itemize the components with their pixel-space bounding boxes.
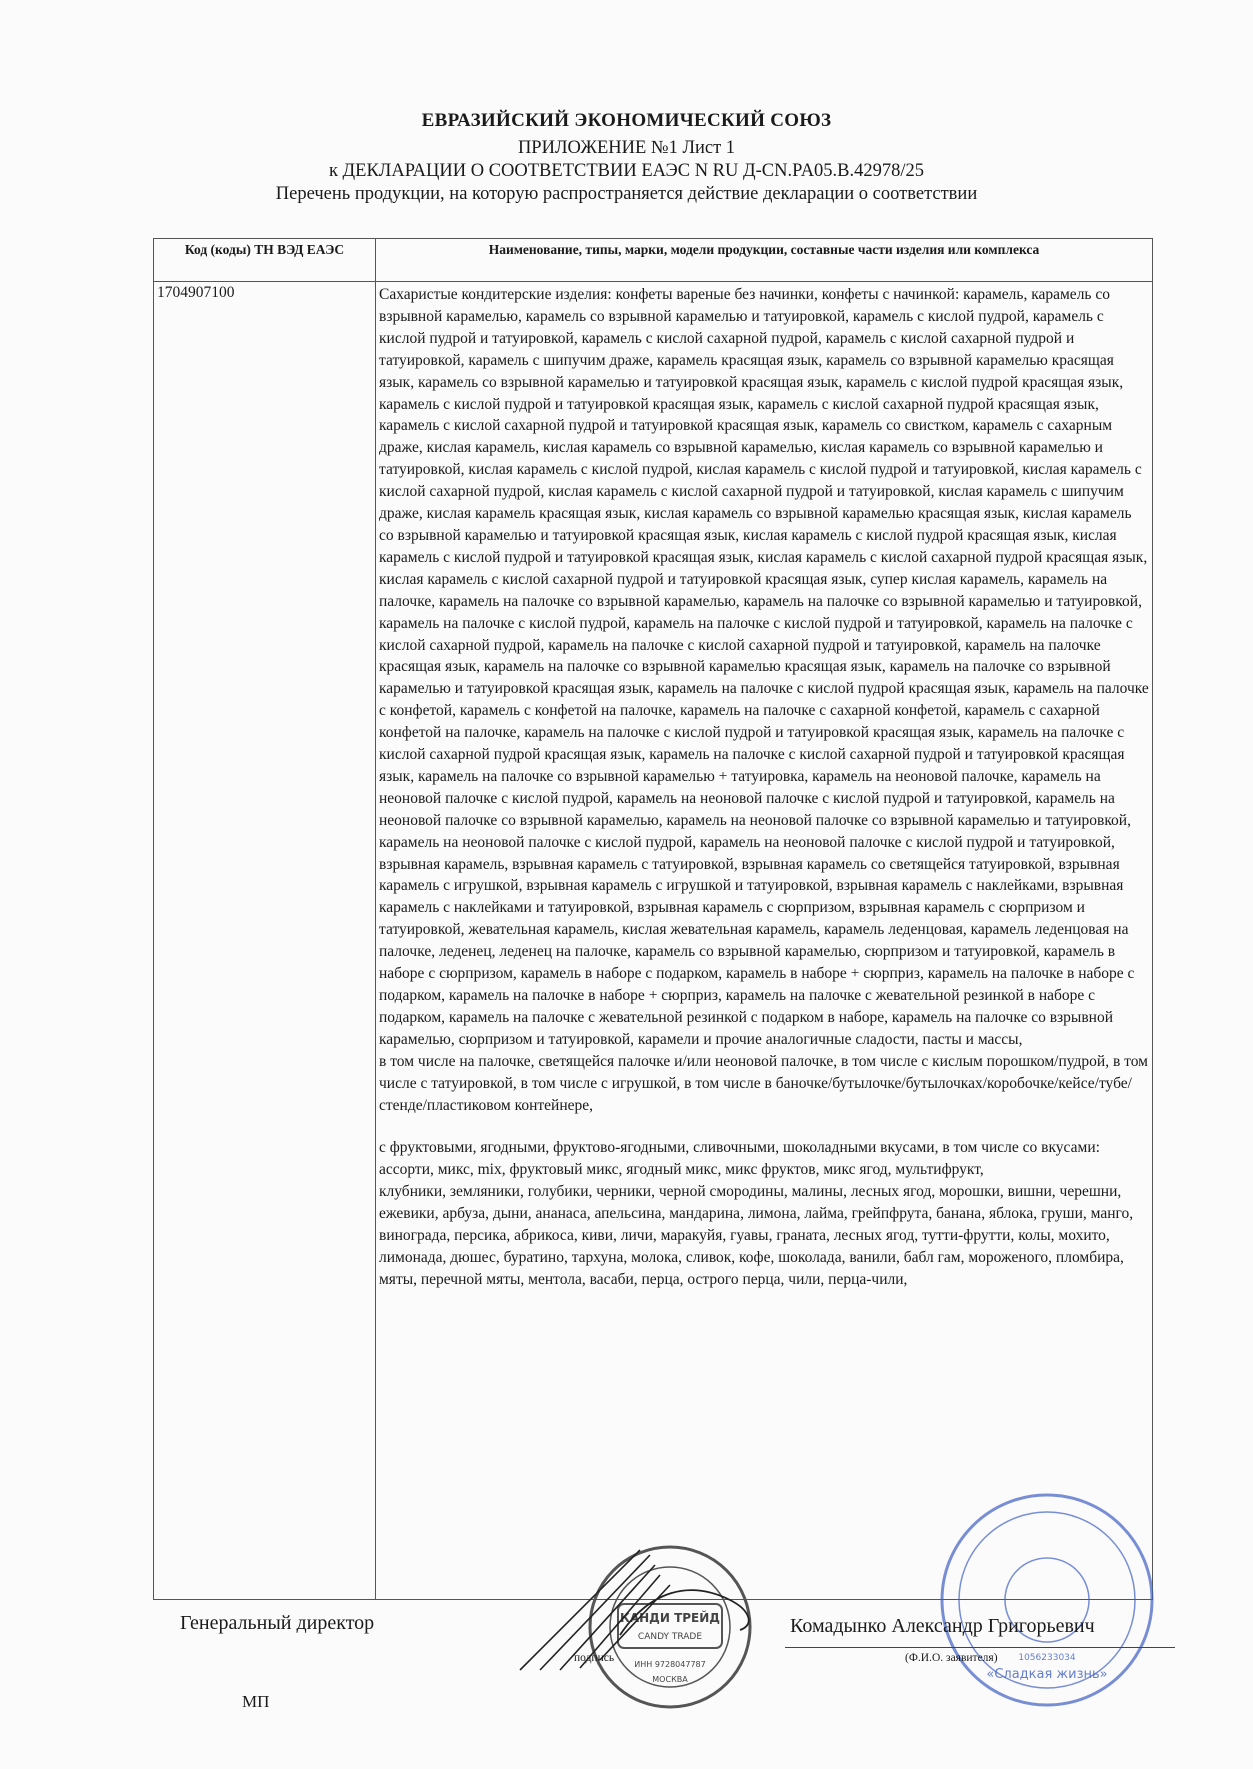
stamp-a-latin: CANDY TRADE xyxy=(637,1632,703,1642)
hs-code-cell: 1704907100 xyxy=(154,282,376,1600)
name-underline xyxy=(785,1647,1175,1648)
stamp-a-name: КАНДИ ТРЕЙД xyxy=(620,1611,720,1625)
appendix-title: ПРИЛОЖЕНИЕ №1 Лист 1 xyxy=(517,138,736,158)
signatory-role: Генеральный директор xyxy=(180,1612,375,1634)
company-stamp-sweet-life xyxy=(935,1488,1160,1713)
table-row xyxy=(154,282,1153,1600)
stamp-b-name: «Сладкая жизнь» xyxy=(986,1667,1108,1682)
description-paragraph-packaging: в том числе на палочке, светящейся палочке и/или неоновой палочке, в том числе с кислым порошком/пудрой, в том числе с татуировкой, в том числе с игрушкой, в том числе в баночке/бутылочке/бутылочках/коробочке/кейсе/тубе/стенде/пластиковом контейнере, xyxy=(379,1052,1148,1114)
handwritten-signature xyxy=(500,1530,800,1680)
description-paragraph-flavor-list: клубники, земляники, голубики, черники, черной смородины, малины, лесных ягод, морошки, вишни, черешни, ежевики, арбуза, дыни, ананаса, апельсина, мандарина, лимона, лайма, грейпфрута, банана, яблока, груши, манго, винограда, персика, абрикоса, киви, личи, маракуйя, гуавы, граната, лесных ягод, тутти-фрутти, колы, мохито, лимонада, дюшес, буратино, тархуна, молока, сливок, кофе, шоколада, ванили, бабл гам, мороженого, пломбира, мяты, перечной мяты, ментола, васаби, перца, острого перца, чили, перца-чили, xyxy=(379,1183,1134,1288)
name-column-header: Наименование, типы, марки, модели продукции, составные части изделия или комплекса xyxy=(376,239,1153,282)
stamp-a-inn: ИНН 9728047787 xyxy=(634,1660,706,1669)
fio-label: (Ф.И.О. заявителя) xyxy=(905,1652,998,1664)
code-column-header: Код (коды) ТН ВЭД ЕАЭС xyxy=(154,239,376,282)
product-table xyxy=(153,238,1153,1600)
description-paragraph-flavors: с фруктовыми, ягодными, фруктово-ягодными, сливочными, шоколадными вкусами, в том числе со вкусами: ассорти, микс, mix, фруктовый микс, ягодный микс, микс фруктов, микс ягод, мультифрукт, xyxy=(379,1139,1100,1179)
product-description-cell xyxy=(376,282,1153,1600)
seal-place-label: МП xyxy=(242,1692,270,1711)
document-header xyxy=(0,110,1253,206)
stamp-a-city: МОСКВА xyxy=(652,1675,688,1684)
signatory-name: Комадынко Александр Григорьевич xyxy=(790,1615,1095,1637)
stamp-b-number: 1056233034 xyxy=(1018,1653,1076,1663)
declaration-number: к ДЕКЛАРАЦИИ О СООТВЕТСТВИИ ЕАЭС N RU Д-CN.PA05.B.42978/25 xyxy=(328,161,925,181)
union-title: ЕВРАЗИЙСКИЙ ЭКОНОМИЧЕСКИЙ СОЮЗ xyxy=(421,110,832,131)
signature-label: подпись xyxy=(574,1652,615,1664)
description-paragraph-products: Сахаристые кондитерские изделия: конфеты вареные без начинки, конфеты с начинкой: карамель, карамель со взрывной карамелью, карамель со взрывной карамелью и татуировкой, карамель с кислой пудрой, карамель с кислой пудрой и татуировкой, карамель с кислой сахарной пудрой, карамель с кислой сахарной пудрой и татуировкой, карамель с шипучим драже, карамель красящая язык, карамель со взрывной карамелью красящая язык, карамель со взрывной карамелью и татуировкой красящая язык, карамель с кислой пудрой красящая язык, карамель с кислой пудрой и татуировкой красящая язык, карамель с кислой сахарной пудрой красящая язык, карамель с кислой сахарной пудрой и татуировкой красящая язык, карамель со свистком, карамель с сахарным драже, кислая карамель, кислая карамель со взрывной карамелью, кислая карамель со взрывной карамелью и татуировкой, кислая карамель с кислой пудрой, кислая карамель с кислой пудрой и татуировкой, кислая карамель с кислой сахарной пудрой, кислая карамель с кислой сахарной пудрой и татуировкой, кислая карамель с шипучим драже, кислая карамель красящая язык, кислая карамель со взрывной карамелью красящая язык, кислая карамель со взрывной карамелью и татуировкой красящая язык, кислая карамель с кислой пудрой красящая язык, кислая карамель с кислой пудрой и татуировкой красящая язык, кислая карамель с кислой сахарной пудрой красящая язык, кислая карамель с кислой сахарной пудрой и татуировкой красящая язык, супер кислая карамель, карамель на палочке, карамель на палочке со взрывной карамелью, карамель на палочке со взрывной карамелью и татуировкой, карамель на палочке с кислой пудрой, карамель на палочке с кислой пудрой и татуировкой, карамель на палочке с кислой сахарной пудрой, карамель на палочке с кислой сахарной пудрой и татуировкой, карамель на палочке красящая язык, карамель на палочке со взрывной карамелью красящая язык, карамель на палочке со взрывной карамелью и татуировкой красящая язык, карамель на палочке с кислой пудрой красящая язык, карамель на палочке с конфетой, карамель с конфетой на палочке, карамель на палочке с сахарной конфетой, карамель с сахарной конфетой на палочке, карамель на палочке с кислой пудрой и татуировкой красящая язык, карамель на палочке с кислой сахарной пудрой красящая язык, карамель на палочке с кислой сахарной пудрой и татуировкой красящая язык, карамель на палочке со взрывной карамелью + татуировка, карамель на неоновой палочке, карамель на неоновой палочке с кислой пудрой, карамель на неоновой палочке с кислой пудрой и татуировкой, карамель на неоновой палочке со взрывной карамелью, карамель на неоновой палочке со взрывной карамелью и татуировкой, карамель на неоновой палочке с кислой пудрой, карамель на неоновой палочке с кислой пудрой и татуировкой, взрывная карамель, взрывная карамель с татуировкой, взрывная карамель со светящейся татуировкой, взрывная карамель с игрушкой, взрывная карамель с игрушкой и татуировкой, взрывная карамель с наклейками, взрывная карамель с наклейками и татуировкой, взрывная карамель с сюрпризом, взрывная карамель с сюрпризом и татуировкой, жевательная карамель, кислая жевательная карамель, карамель леденцовая, карамель леденцовая на палочке, леденец, леденец на палочке, карамель со взрывной карамелью, сюрпризом и татуировкой, карамель в наборе с сюрпризом, карамель в наборе с подарком, карамель в наборе + сюрприз, карамель на палочке в наборе с подарком, карамель на палочке в наборе + сюрприз, карамель на палочке с жевательной резинкой в наборе с подарком, карамель на палочке с жевательной резинкой с подарком в наборе, карамель на палочке со взрывной карамелью, сюрпризом и татуировкой, карамели и прочие аналогичные сладости, пасты и массы, xyxy=(379,286,1149,1048)
table-header-row xyxy=(154,239,1153,282)
product-list-subtitle: Перечень продукции, на которую распространяется действие декларации о соответствии xyxy=(275,184,978,204)
